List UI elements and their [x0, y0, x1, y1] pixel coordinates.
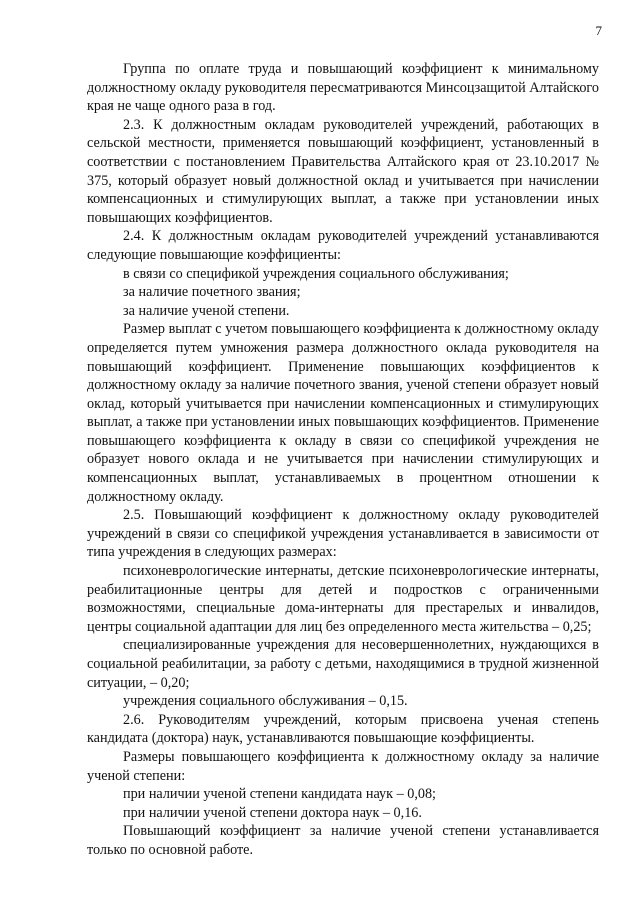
paragraph-2-6: 2.6. Руководителям учреждений, которым присвоена ученая степень кандидата (доктора) наук, устанавливаются повышающие коэффициенты. — [87, 711, 599, 747]
paragraph-main-work: Повышающий коэффициент за наличие ученой степени устанавливается только по основной работе. — [87, 823, 599, 858]
paragraph-psychoneuro-025: психоневрологические интернаты, детские психоневрологические интернаты, реабилитационные центры для детей и подростков с ограниченными возможностями, специальные дома-интернаты для престарелых и инвалидов, центры социальной адаптации для лиц без определенного места жительства – 0,25; — [87, 563, 599, 635]
paragraph-2-3: 2.3. К должностным окладам руководителей учреждений, работающих в сельской местности, применяется повышающий коэффициент, установленный в соответствии с постановлением Правительства Алтайского края от 23.10.2017 № 375, который образует новый должностной оклад и учитывается при начислении компенсационных и стимулирующих выплат, а также при установлении иных повышающих коэффициентов. — [87, 116, 599, 226]
page-number: 7 — [595, 23, 602, 38]
list-item-honorary-title: за наличие почетного звания; — [123, 284, 301, 301]
paragraph-2-4: 2.4. К должностным окладам руководителей учреждений устанавливаются следующие повышающие коэффициенты: — [87, 228, 599, 263]
paragraph-social-service-015: учреждения социального обслуживания – 0,15. — [123, 693, 408, 710]
list-item-academic-degree: за наличие ученой степени. — [123, 302, 290, 319]
paragraph-doctor-016: при наличии ученой степени доктора наук – 0,16. — [123, 804, 422, 821]
document-body — [87, 60, 599, 860]
list-item-specificity: в связи со спецификой учреждения социального обслуживания; — [123, 265, 509, 282]
paragraph-degree-sizes: Размеры повышающего коэффициента к должностному окладу за наличие ученой степени: — [87, 748, 599, 784]
paragraph-2-5: 2.5. Повышающий коэффициент к должностному окладу руководителей учреждений в связи со спецификой учреждения устанавливается в зависимости от типа учреждения в следующих размерах: — [87, 507, 599, 561]
paragraph-payment-size: Размер выплат с учетом повышающего коэффициента к должностному окладу определяется путем умножения размера должностного оклада руководителя на повышающий коэффициент. Применение повышающих коэффициентов к должностному окладу за наличие почетного звания, ученой степени образует новый оклад, который учитывается при начислении компенсационных и стимулирующих выплат, а также при установлении иных повышающих коэффициентов. Применение повышающего коэффициента к окладу в связи со спецификой учреждения не образует нового оклада и не учитывается при начислении стимулирующих и компенсационных выплат, устанавливаемых в процентном отношении к должностному окладу. — [87, 321, 599, 505]
paragraph-candidate-008: при наличии ученой степени кандидата наук – 0,08; — [123, 786, 437, 803]
paragraph-salary-group: Группа по оплате труда и повышающий коэффициент к минимальному должностному окладу руководителя пересматриваются Минсоцзащитой Алтайского края не чаще одного раза в год. — [87, 61, 599, 115]
paragraph-specialized-020: специализированные учреждения для несовершеннолетних, нуждающихся в социальной реабилитации, за работу с детьми, находящимися в трудной жизненной ситуации, – 0,20; — [87, 637, 599, 691]
